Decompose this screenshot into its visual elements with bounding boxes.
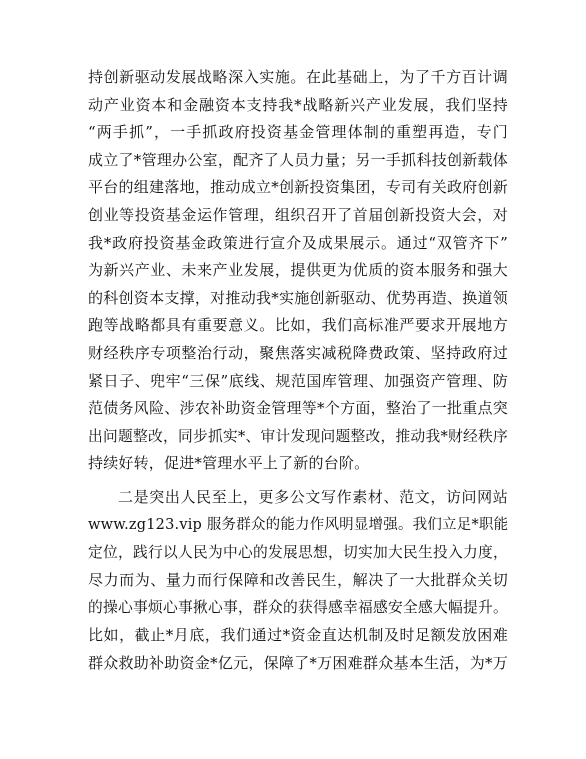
text-line: 财经秩序专项整治行动，聚焦落实减税降费政策、坚持政府过 (88, 343, 508, 362)
text-line: 出问题整改，同步抓实*、审计发现问题整改，推动我*财经秩序 (88, 427, 508, 445)
text-line: 定位，践行以人民为中心的发展思想，切实加大民生投入力度， (88, 544, 508, 562)
text-line: 平台的组建落地，推动成立*创新投资集团，专司有关政府创新 (88, 178, 508, 197)
text-line: 为新兴产业、未来产业发展，提供更为优质的资本服务和强大 (88, 261, 508, 280)
text-line: 持续好转，促进*管理水平上了新的台阶。 (88, 454, 370, 473)
text-line: 的操心事烦心事揪心事，群众的获得感幸福感安全感大幅提升。 (88, 599, 508, 617)
text-line: 范债务风险、涉农补助资金管理等*个方面，整治了一批重点突 (88, 399, 508, 418)
text-line: www.zg123.vip 服务群众的能力作风明显增强。我们立足*职能 (88, 516, 509, 533)
text-line: “两手抓”，一手抓政府投资基金管理体制的重塑再造，专门 (88, 123, 508, 142)
text-line: 二是突出人民至上，更多公文写作素材、范文，访问网站 (118, 488, 508, 506)
text-line: 我*政府投资基金政策进行宣介及成果展示。通过“双管齐下” (88, 233, 508, 252)
text-line: 成立了*管理办公室，配齐了人员力量；另一手抓科技创新载体 (88, 150, 508, 169)
paragraph-2 (88, 484, 508, 677)
paragraph-1 (88, 64, 508, 478)
text-line: 群众救助补助资金*亿元，保障了*万困难群众基本生活，为*万 (88, 653, 508, 672)
text-line: 跑等战略都具有重要意义。比如，我们高标准严要求开展地方 (88, 316, 508, 335)
text-line: 持创新驱动发展战略深入实施。在此基础上，为了千方百计调 (88, 68, 508, 86)
text-line: 比如，截止*月底，我们通过*资金直达机制及时足额发放困难 (88, 625, 508, 644)
text-line: 尽力而为、量力而行保障和改善民生，解决了一大批群众关切 (88, 570, 508, 589)
text-line: 动产业资本和金融资本支持我*战略新兴产业发展，我们坚持 (88, 95, 508, 114)
text-line: 紧日子、兜牢“三保”底线、规范国库管理、加强资产管理、防 (88, 371, 508, 390)
text-line: 的科创资本支撑，对推动我*实施创新驱动、优势再造、换道领 (88, 288, 508, 307)
text-line: 创业等投资基金运作管理，组织召开了首届创新投资大会，对 (88, 205, 508, 224)
